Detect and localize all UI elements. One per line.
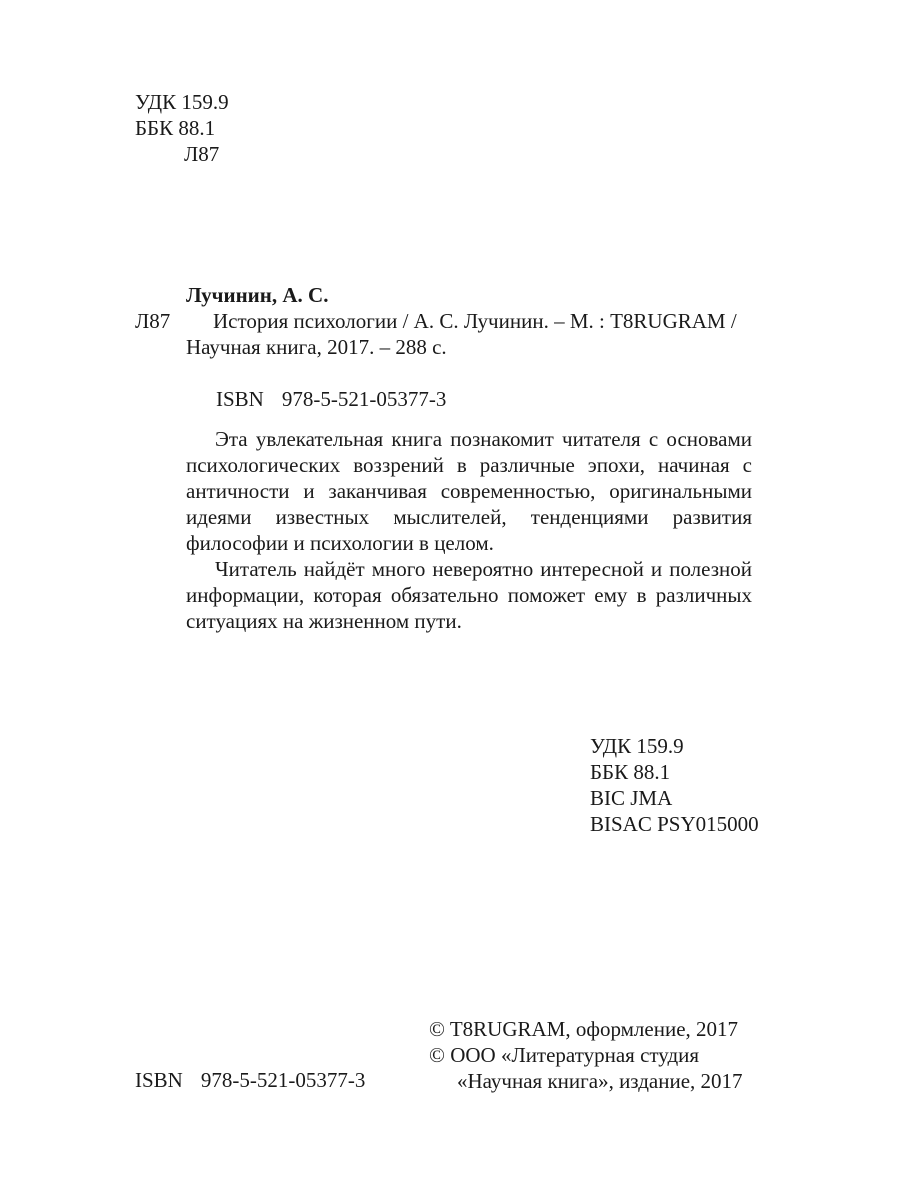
publication-details: Научная книга, 2017. – 288 с. <box>186 335 447 359</box>
classification-bottom <box>590 733 759 837</box>
isbn-number: 978-5-521-05377-3 <box>281 387 447 411</box>
isbn-number: 978-5-521-05377-3 <box>200 1068 366 1092</box>
bibliographic-entry <box>135 282 755 412</box>
isbn-entry <box>216 386 755 412</box>
annotation-paragraph: Эта увлекательная книга познакомит читателя с основами психологических воззрений в различные эпохи, начиная с античности и заканчивая современностью, оригинальными идеями известных мыслителей, тенденциями развития философии и психологии в целом. <box>186 427 752 555</box>
title-line <box>135 308 755 334</box>
author-name: Лучинин, А. С. <box>186 283 329 307</box>
entry-author-mark: Л87 <box>135 309 171 333</box>
title-statement: История психологии / А. С. Лучинин. – М. : T8RUGRAM / <box>213 309 737 333</box>
bbk-code: ББК 88.1 <box>135 116 216 140</box>
copyright-line: © T8RUGRAM, оформление, 2017 <box>429 1017 739 1041</box>
copyright-line: © ООО «Литературная студия <box>429 1043 700 1067</box>
udk-code: УДК 159.9 <box>590 734 684 758</box>
isbn-footer <box>135 1067 365 1093</box>
copyright-notice <box>429 1016 743 1094</box>
bic-code: BIC JMA <box>590 786 673 810</box>
isbn-label: ISBN <box>135 1068 183 1092</box>
udk-code: УДК 159.9 <box>135 90 229 114</box>
classification-top <box>135 89 229 167</box>
bbk-code: ББК 88.1 <box>590 760 671 784</box>
copyright-line: «Научная книга», издание, 2017 <box>457 1069 743 1093</box>
annotation-paragraph: Читатель найдёт много невероятно интересной и полезной информации, которая обязательно поможет ему в различных ситуациях на жизненном пути. <box>186 557 752 633</box>
bisac-code: BISAC PSY015000 <box>590 812 759 836</box>
isbn-label: ISBN <box>216 387 264 411</box>
annotation <box>186 426 752 634</box>
author-mark: Л87 <box>184 142 220 166</box>
